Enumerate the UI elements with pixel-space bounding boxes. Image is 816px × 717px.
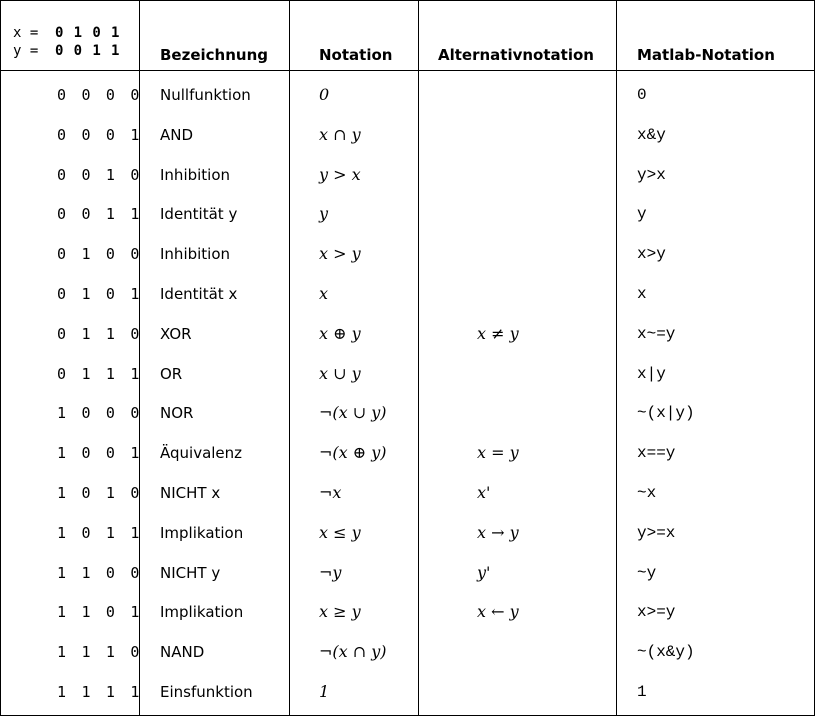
x-label: x = [13,25,39,41]
row-bits: 0 1 1 1 [57,364,143,383]
row-notation: y > x [319,164,361,184]
row-bits: 1 1 1 0 [57,643,143,662]
row-bezeichnung: Implikation [160,603,244,622]
row-notation: x [319,284,329,303]
row-bits: 0 0 1 0 [57,165,143,184]
row-bezeichnung: NICHT y [160,563,221,582]
table-row [1,513,814,553]
row-matlab-notation: x>=y [637,603,676,622]
header-divider [1,70,814,71]
table-row [1,194,814,234]
row-bezeichnung: Nullfunktion [160,86,251,104]
x-values-header [13,25,120,41]
row-notation: ¬(x ∪ y) [319,403,387,423]
row-matlab-notation: x==y [637,444,676,463]
row-bezeichnung: NOR [160,404,194,423]
row-matlab-notation: x [637,285,647,303]
row-bits: 0 1 0 1 [57,285,143,303]
table-row [1,75,814,115]
row-notation: x ∩ y [319,124,361,144]
y-values-header [13,43,120,59]
row-bezeichnung: NAND [160,643,205,662]
table-row [1,234,814,274]
x-bits: 0 1 0 1 [55,25,121,41]
table-row [1,672,814,712]
row-bits: 1 1 0 1 [57,603,143,622]
y-label: y = [13,43,39,59]
row-bits: 0 1 1 0 [57,324,143,343]
row-matlab-notation: x&y [637,125,666,144]
row-matlab-notation: ~(x&y) [637,643,695,662]
table-row [1,592,814,632]
row-bits: 1 0 1 0 [57,484,143,502]
table-row [1,274,814,314]
row-bezeichnung: XOR [160,324,192,343]
row-bezeichnung: OR [160,364,183,383]
row-notation: ¬(x ⊕ y) [319,443,387,463]
column-header-alternativnotation: Alternativnotation [438,46,594,64]
row-matlab-notation: x|y [637,364,666,383]
row-bits: 0 0 0 1 [57,125,143,144]
row-bits: 1 1 0 0 [57,563,143,582]
column-header-matlab-notation: Matlab-Notation [637,46,775,64]
table-row [1,155,814,195]
row-matlab-notation: 1 [637,683,647,701]
row-matlab-notation: y>=x [637,523,676,542]
row-notation: x > y [319,244,361,264]
row-notation: x ≤ y [319,522,361,542]
row-bits: 0 0 1 1 [57,205,143,224]
row-bits: 1 1 1 1 [57,683,143,701]
row-alternativnotation: x = y [477,443,519,463]
row-notation: ¬(x ∩ y) [319,642,387,662]
row-alternativnotation: y' [477,562,491,582]
y-bits: 0 0 1 1 [55,43,121,59]
row-notation: 1 [319,682,330,701]
row-alternativnotation: x ← y [477,602,519,622]
row-bits: 0 0 0 0 [57,86,143,104]
row-bits: 1 0 0 1 [57,444,143,463]
row-alternativnotation: x' [477,483,491,502]
table-row [1,632,814,672]
row-notation: y [319,204,329,224]
row-bezeichnung: Äquivalenz [160,444,243,463]
row-bits: 0 1 0 0 [57,245,143,264]
row-alternativnotation: x ≠ y [477,323,519,343]
row-bezeichnung: AND [160,125,194,144]
row-notation: ¬y [319,562,342,582]
table-row [1,354,814,394]
table-row [1,473,814,513]
column-header-bezeichnung: Bezeichnung [160,46,268,64]
row-matlab-notation: x>y [637,245,666,264]
row-matlab-notation: x~=y [637,324,676,343]
row-notation: x ⊕ y [319,323,361,343]
row-alternativnotation: x → y [477,522,519,542]
row-matlab-notation: y [637,205,647,224]
table-row [1,553,814,593]
row-bezeichnung: NICHT x [160,484,221,502]
table-row [1,433,814,473]
row-bezeichnung: Inhibition [160,245,231,264]
table-row [1,393,814,433]
row-notation: x ∪ y [319,363,361,383]
row-bezeichnung: Identität y [160,205,238,224]
row-bezeichnung: Inhibition [160,165,231,184]
row-matlab-notation: ~x [637,484,657,502]
row-bezeichnung: Implikation [160,523,244,542]
row-matlab-notation: 0 [637,86,647,104]
row-bezeichnung: Identität x [160,285,238,303]
row-bezeichnung: Einsfunktion [160,683,253,701]
row-matlab-notation: ~y [637,563,657,582]
row-matlab-notation: y>x [637,165,666,184]
row-notation: x ≥ y [319,602,361,622]
row-notation: ¬x [319,483,342,502]
column-header-notation: Notation [319,46,393,64]
table-row [1,314,814,354]
row-matlab-notation: ~(x|y) [637,404,695,423]
table-row [1,115,814,155]
row-notation: 0 [319,85,330,104]
row-bits: 1 0 0 0 [57,404,143,423]
row-bits: 1 0 1 1 [57,523,143,542]
